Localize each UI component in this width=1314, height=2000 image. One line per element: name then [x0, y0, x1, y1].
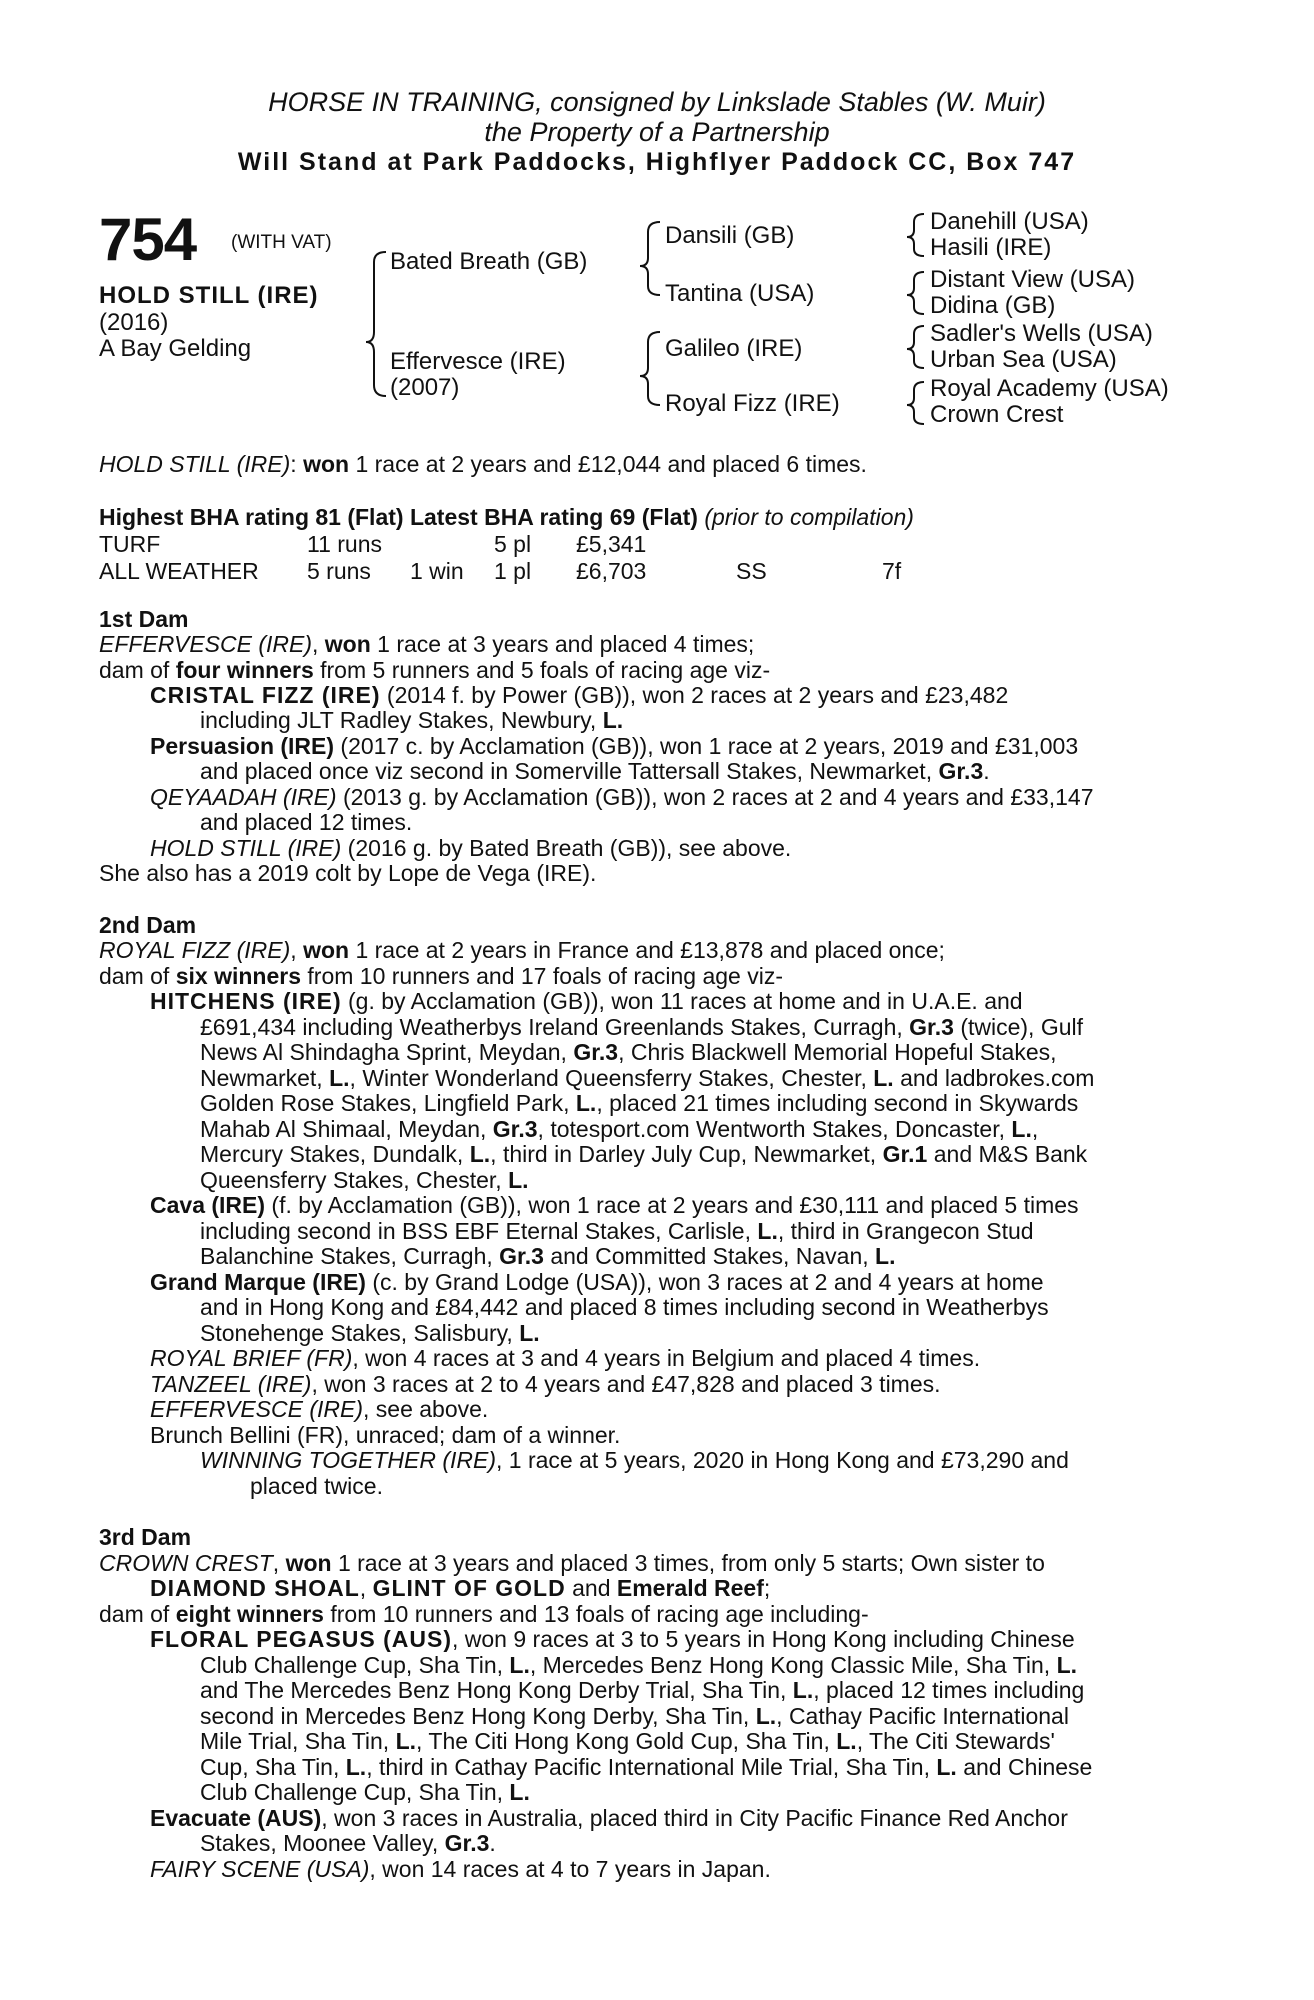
dam2-hitchens-8: Queensferry Stakes, Chester, L.	[200, 1167, 529, 1193]
gg-4: Didina (GB)	[930, 292, 1056, 319]
dam3-fp-6: Cup, Sha Tin, L., third in Cathay Pacific International Mile Trial, Sha Tin, L. and Chinese	[200, 1754, 1093, 1780]
stats-row-all-weather: ALL WEATHER 5 runs 1 win 1 pl £6,703 SS 7f	[99, 558, 902, 584]
dam2-produce: dam of six winners from 10 runners and 17 foals of racing age viz-	[99, 963, 783, 989]
stand-line: Will Stand at Park Paddocks, Highflyer Paddock CC, Box 747	[237, 148, 1077, 176]
dam2-cava-2: including second in BSS EBF Eternal Stakes, Carlisle, L., third in Grangecon Stud	[200, 1218, 1034, 1244]
stats-table	[99, 531, 901, 585]
dam2-effervesce: EFFERVESCE (IRE), see above.	[150, 1396, 489, 1422]
gg-3: Distant View (USA)	[930, 266, 1135, 293]
dam2-tanzeel: TANZEEL (IRE), won 3 races at 2 to 4 years and £47,828 and placed 3 times.	[150, 1371, 941, 1397]
sire: Bated Breath (GB)	[390, 248, 588, 275]
dam3-fp-4: second in Mercedes Benz Hong Kong Derby, Sha Tin, L., Cathay Pacific International	[200, 1703, 1069, 1729]
dam2-royal-brief: ROYAL BRIEF (FR), won 4 races at 3 and 4 years in Belgium and placed 4 times.	[150, 1345, 981, 1371]
dam1-offspring-4: HOLD STILL (IRE) (2016 g. by Bated Breath (GB)), see above.	[150, 835, 792, 861]
dam3-floral-pegasus: FLORAL PEGASUS (AUS), won 9 races at 3 to 5 years in Hong Kong including Chinese	[150, 1626, 1075, 1652]
pedigree-brackets	[0, 0, 1314, 440]
horse-year: (2016)	[99, 309, 169, 336]
dam-dam: Royal Fizz (IRE)	[665, 390, 840, 417]
dam1-heading: 1st Dam	[99, 606, 189, 632]
dam1-offspring-1-cont: including JLT Radley Stakes, Newbury, L.	[200, 707, 624, 733]
dam1-offspring-3: QEYAADAH (IRE) (2013 g. by Acclamation (GB)), won 2 races at 2 and 4 years and £33,147	[150, 784, 1094, 810]
dam3-evacuate-2: Stakes, Moonee Valley, Gr.3.	[200, 1830, 496, 1856]
gg-6: Urban Sea (USA)	[930, 346, 1117, 373]
dam2-heading: 2nd Dam	[99, 912, 197, 938]
dam1-offspring-1: CRISTAL FIZZ (IRE) (2014 f. by Power (GB)), won 2 races at 2 years and £23,482	[150, 682, 1009, 708]
dam3-siblings: DIAMOND SHOAL, GLINT OF GOLD and Emerald Reef;	[150, 1575, 771, 1601]
dam2-winning-together: WINNING TOGETHER (IRE), 1 race at 5 years, 2020 in Hong Kong and £73,290 and	[200, 1447, 1069, 1473]
dam1-line: EFFERVESCE (IRE), won 1 race at 3 years and placed 4 times;	[99, 631, 755, 657]
dam2-brunch-bellini: Brunch Bellini (FR), unraced; dam of a winner.	[150, 1422, 621, 1448]
dam3-produce: dam of eight winners from 10 runners and 13 foals of racing age including-	[99, 1601, 869, 1627]
race-summary: HOLD STILL (IRE): won 1 race at 2 years and £12,044 and placed 6 times.	[99, 451, 867, 477]
dam2-grand-marque-2: and in Hong Kong and £84,442 and placed 8 times including second in Weatherbys	[200, 1294, 1049, 1320]
consignor-line: HORSE IN TRAINING, consigned by Linkslade Stables (W. Muir)	[268, 87, 1046, 117]
dam3-line: CROWN CREST, won 1 race at 3 years and placed 3 times, from only 5 starts; Own sister to	[99, 1550, 1045, 1576]
dam3-fp-7: Club Challenge Cup, Sha Tin, L.	[200, 1779, 530, 1805]
gg-2: Hasili (IRE)	[930, 234, 1052, 261]
dam2-cava: Cava (IRE) (f. by Acclamation (GB)), won 1 race at 2 years and £30,111 and placed 5 times	[150, 1192, 1079, 1218]
gg-8: Crown Crest	[930, 401, 1064, 428]
dam1-offspring-2-cont: and placed once viz second in Somerville Tattersall Stakes, Newmarket, Gr.3.	[200, 758, 990, 784]
dam-year: (2007)	[390, 374, 460, 401]
sire-dam: Tantina (USA)	[665, 280, 815, 307]
bha-ratings: Highest BHA rating 81 (Flat) Latest BHA rating 69 (Flat) (prior to compilation)	[99, 504, 914, 530]
dam3-heading: 3rd Dam	[99, 1524, 192, 1550]
dam2-hitchens-2: £691,434 including Weatherbys Ireland Greenlands Stakes, Curragh, Gr.3 (twice), Gulf	[200, 1014, 1084, 1040]
dam3-fairy-scene: FAIRY SCENE (USA), won 14 races at 4 to 7 years in Japan.	[150, 1856, 771, 1882]
dam2-hitchens-6: Mahab Al Shimaal, Meydan, Gr.3, totesport.com Wentworth Stakes, Doncaster, L.,	[200, 1116, 1039, 1142]
dam1-offspring-3-cont: and placed 12 times.	[200, 809, 413, 835]
dam1-produce: dam of four winners from 5 runners and 5 foals of racing age viz-	[99, 657, 771, 683]
dam: Effervesce (IRE)	[390, 348, 566, 375]
gg-7: Royal Academy (USA)	[930, 375, 1169, 402]
dam1-offspring-2: Persuasion (IRE) (2017 c. by Acclamation (GB)), won 1 race at 2 years, 2019 and £31,003	[150, 733, 1079, 759]
dam1-note: She also has a 2019 colt by Lope de Vega (IRE).	[99, 860, 597, 886]
sire-sire: Dansili (GB)	[665, 222, 795, 249]
stats-row-turf: TURF 11 runs 5 pl £5,341	[99, 531, 647, 557]
horse-name: HOLD STILL (IRE)	[99, 282, 319, 309]
dam3-fp-2: Club Challenge Cup, Sha Tin, L., Mercedes Benz Hong Kong Classic Mile, Sha Tin, L.	[200, 1652, 1078, 1678]
dam2-hitchens-3: News Al Shindagha Sprint, Meydan, Gr.3, Chris Blackwell Memorial Hopeful Stakes,	[200, 1039, 1057, 1065]
dam2-grand-marque-3: Stonehenge Stakes, Salisbury, L.	[200, 1320, 540, 1346]
dam-sire: Galileo (IRE)	[665, 335, 803, 362]
dam2-cava-3: Balanchine Stakes, Curragh, Gr.3 and Committed Stakes, Navan, L.	[200, 1243, 896, 1269]
dam3-fp-3: and The Mercedes Benz Hong Kong Derby Trial, Sha Tin, L., placed 12 times including	[200, 1677, 1085, 1703]
gg-5: Sadler's Wells (USA)	[930, 320, 1153, 347]
dam2-hitchens-5: Golden Rose Stakes, Lingfield Park, L., placed 21 times including second in Skywards	[200, 1090, 1079, 1116]
dam2-hitchens-7: Mercury Stakes, Dundalk, L., third in Darley July Cup, Newmarket, Gr.1 and M&S Bank	[200, 1141, 1088, 1167]
dam2-grand-marque: Grand Marque (IRE) (c. by Grand Lodge (USA)), won 3 races at 2 and 4 years at home	[150, 1269, 1044, 1295]
dam3-evacuate: Evacuate (AUS), won 3 races in Australia, placed third in City Pacific Finance Red Anchor	[150, 1805, 1068, 1831]
vat-label: (WITH VAT)	[231, 232, 332, 253]
dam2-line: ROYAL FIZZ (IRE), won 1 race at 2 years in France and £13,878 and placed once;	[99, 937, 945, 963]
dam2-hitchens-4: Newmarket, L., Winter Wonderland Queensferry Stakes, Chester, L. and ladbrokes.com	[200, 1065, 1095, 1091]
dam2-winning-together-2: placed twice.	[250, 1473, 383, 1499]
dam3-fp-5: Mile Trial, Sha Tin, L., The Citi Hong Kong Gold Cup, Sha Tin, L., The Citi Stewards'	[200, 1728, 1055, 1754]
lot-number: 754	[99, 206, 197, 273]
property-line: the Property of a Partnership	[484, 117, 830, 147]
gg-1: Danehill (USA)	[930, 208, 1089, 235]
horse-description: A Bay Gelding	[99, 335, 252, 362]
dam2-hitchens: HITCHENS (IRE) (g. by Acclamation (GB)), won 11 races at home and in U.A.E. and	[150, 988, 1023, 1014]
